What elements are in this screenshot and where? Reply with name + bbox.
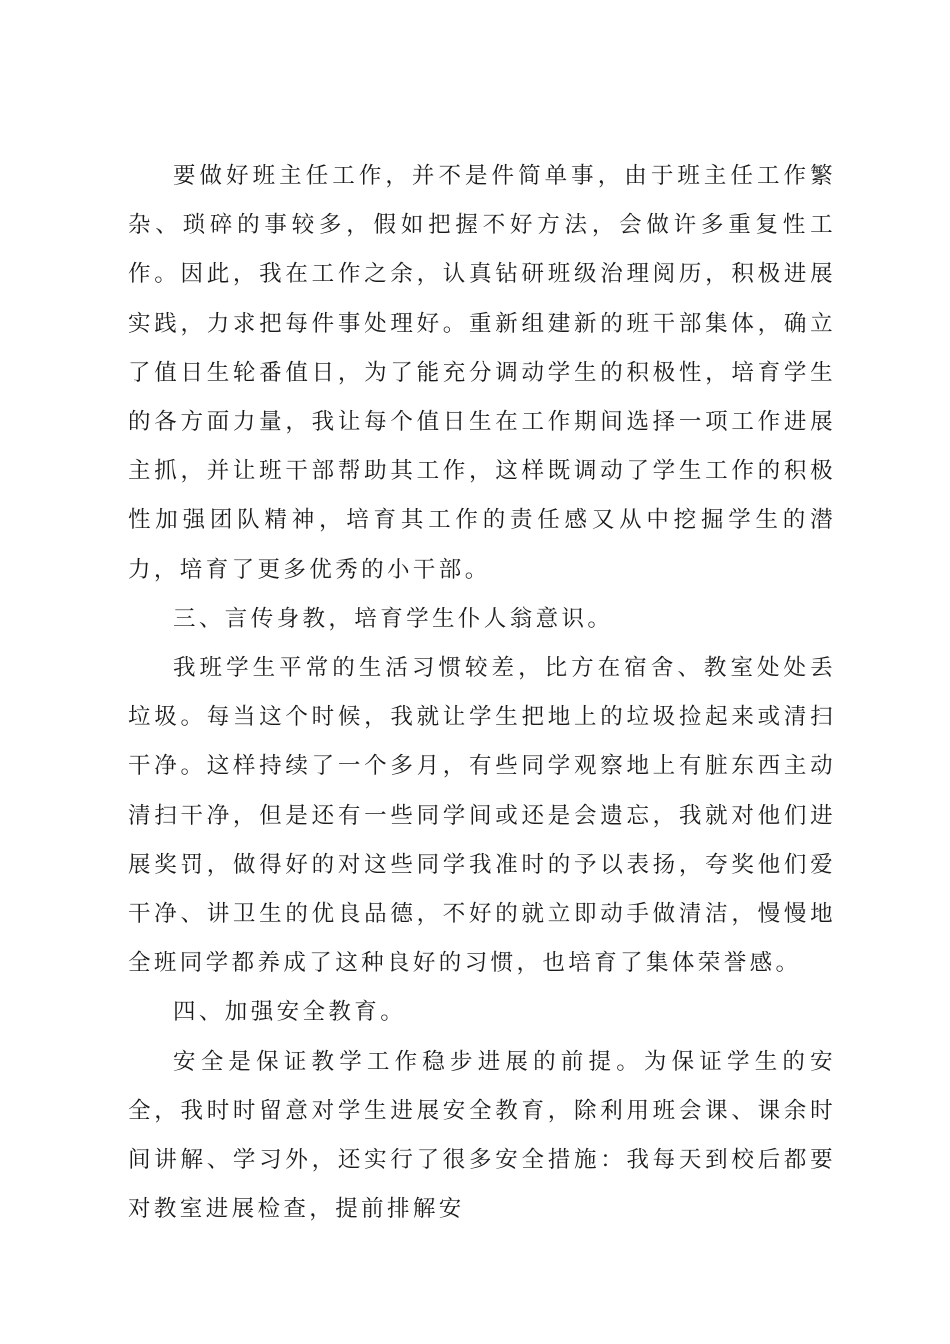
paragraph-safety-education: 安全是保证教学工作稳步进展的前提。为保证学生的安全，我时时留意对学生进展安全教育，除利用班会课、课余时间讲解、学习外，还实行了很多安全措施：我每天到校后都要对教室进展检查，提前排解安: [128, 1048, 836, 1223]
document-body: [128, 152, 836, 1234]
paragraph-living-habits: 我班学生平常的生活习惯较差，比方在宿舍、教室处处丢垃圾。每当这个时候，我就让学生把地上的垃圾捡起来或清扫干净。这样持续了一个多月，有些同学观察地上有脏东西主动清扫干净，但是还有一些同学间或还是会遗忘，我就对他们进展奖罚，做得好的对这些同学我准时的予以表扬，夸奖他们爱干净、讲卫生的优良品德，不好的就立即动手做清洁，慢慢地全班同学都养成了这种良好的习惯，也培育了集体荣誉感。: [128, 655, 836, 977]
paragraph-class-management: 要做好班主任工作，并不是件简单事，由于班主任工作繁杂、琐碎的事较多，假如把握不好方法，会做许多重复性工作。因此，我在工作之余，认真钻研班级治理阅历，积极进展实践，力求把每件事处理好。重新组建新的班干部集体，确立了值日生轮番值日，为了能充分调动学生的积极性，培育学生的各方面力量，我让每个值日生在工作期间选择一项工作进展主抓，并让班干部帮助其工作，这样既调动了学生工作的积极性加强团队精神，培育其工作的责任感又从中挖掘学生的潜力，培育了更多优秀的小干部。: [128, 163, 836, 583]
heading-section-four: 四、加强安全教育。: [173, 999, 407, 1026]
heading-section-three: 三、言传身教，培育学生仆人翁意识。: [173, 605, 614, 632]
